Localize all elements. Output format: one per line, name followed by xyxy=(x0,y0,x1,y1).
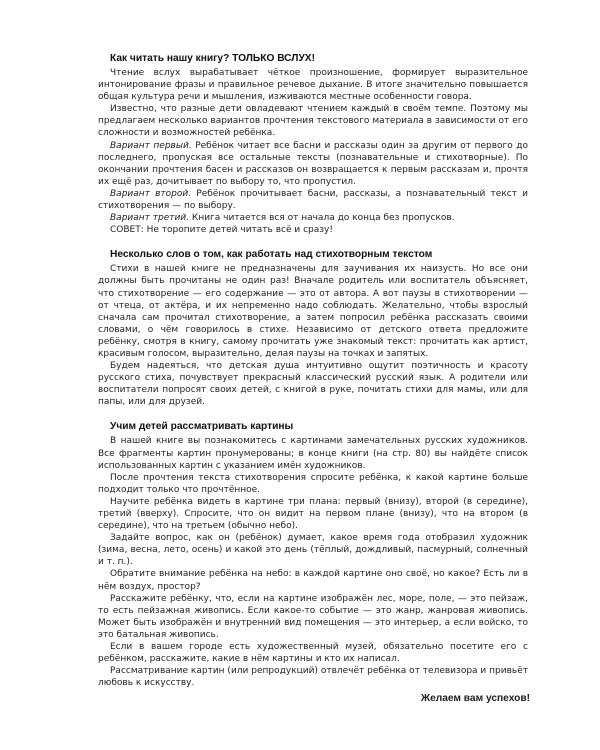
section-paintings xyxy=(98,420,528,689)
variant-label: Вариант второй. xyxy=(110,188,192,199)
variant-paragraph xyxy=(98,212,528,224)
section-poetry xyxy=(98,248,528,408)
paragraph: Расскажите ребёнку, что, если на картине изображён лес, море, поле, — это пейзаж, то есть пейзажная живопись. Если какое-то событие — это жанр, жанровая живопись. Может быть изображён и внутренний вид помещения — это интерьер, а если войско, то это батальная живопись. xyxy=(98,593,528,640)
advice-text: СОВЕТ: Не торопите детей читать всё и сразу! xyxy=(110,225,333,236)
page-content xyxy=(98,52,528,706)
paragraph: После прочтения текста стихотворения спросите ребёнка, к какой картине больше подходит только что прочтённое. xyxy=(98,472,528,495)
section-title: Учим детей рассматривать картины xyxy=(110,421,294,433)
variant-label: Вариант первый. xyxy=(110,140,192,151)
section-title: Несколько слов о том, как работать над стихотворным текстом xyxy=(110,249,433,261)
paragraph: Рассматривание картин (или репродукций) отвлечёт ребёнка от телевизора и привьёт любовь к искусству. xyxy=(98,666,528,689)
section-title: Как читать нашу книгу? ТОЛЬКО ВСЛУХ! xyxy=(110,53,315,64)
variant-text: Ребёнок прочитывает басни, рассказы, а познавательный текст и стихотворения — по выбору. xyxy=(98,188,528,212)
section-how-to-read xyxy=(98,52,528,236)
paragraph: В нашей книге вы познакомитесь с картинами замечательных русских художников. Все фрагменты картин пронумерованы; в конце книги (на стр. 80) вы найдёте список использованных картин с указанием имён художников. xyxy=(98,436,528,471)
variant-paragraph xyxy=(98,140,528,188)
variant-text: Ребёнок читает все басни и рассказы один за другим от первого до последнего, пропуская все остальные тексты (познавательные и стихотворные). По окончании прочтения басен и рассказов он возвращается к первым рассказам и, прочтя их ещё раз, дочитывает по выбору то, что пропустил. xyxy=(98,140,528,187)
closing-wish: Желаем вам успехов! xyxy=(420,693,530,705)
paragraph: Будем надеяться, что детская душа интуитивно ощутит поэтичность и красоту русского стиха, почувствует прекрасный классический русский язык. А родители или воспитатели попросят своих детей, с книгой в руке, почитать стихи для мамы, или для папы, или для друзей. xyxy=(98,361,528,408)
variant-paragraph xyxy=(98,188,528,212)
paragraph: Если в вашем городе есть художественный музей, обязательно посетите его с ребёнком, расскажите, какие в нём картины и кто их написал. xyxy=(98,642,528,665)
paragraph: Обратите внимание ребёнка на небо: в каждой картине оно своё, но какое? Есть ли в нём воздух, простор? xyxy=(98,569,528,592)
paragraph: Известно, что разные дети овладевают чтением каждый в своём темпе. Поэтому мы предлагаем несколько вариантов прочтения текстового материала в зависимости от его сложности и возможностей ребёнка. xyxy=(98,104,528,139)
variant-label: Вариант третий. xyxy=(110,213,190,224)
paragraph: Чтение вслух вырабатывает чёткое произношение, формирует выразительное интонирование фразы и правильное речевое дыхание. В итоге значительно повышается общая культура речи и мышления, изживаются местные особенности говора. xyxy=(98,68,528,103)
paragraph: Научите ребёнка видеть в картине три плана: первый (внизу), второй (в середине), третий (вверху). Спросите, что он видит на первом плане (внизу), что на втором (в середине), что на третьем (обычно небо). xyxy=(98,496,528,532)
paragraph: Стихи в нашей книге не предназначены для заучивания их наизусть. Но все они должны быть прочитаны не один раз! Вначале родитель или воспитатель объясняет, что стихотворение — его содержание — это от автора. А вот паузы в стихотворении — от чтеца, от актёра, и их непременно надо соблюдать. Желательно, чтобы взрослый сначала сам прочитал стихотворение, а затем попросил ребёнка рассказать своими словами, о чём говорилось в стихе. Независимо от детского ответа предложите ребёнку, смотря в книгу, самому прочитать уже знакомый текст: прочитать как артист, красивым голосом, выразительно, делая паузы на точках и запятых. xyxy=(98,264,528,359)
paragraph: Задайте вопрос, как он (ребёнок) думает, какое время года отобразил художник (зима, весна, лето, осень) и какой это день (тёплый, дождливый, пасмурный, солнечный и т. п.). xyxy=(98,533,528,568)
variant-text: Книга читается вся от начала до конца без пропусков. xyxy=(189,213,455,224)
